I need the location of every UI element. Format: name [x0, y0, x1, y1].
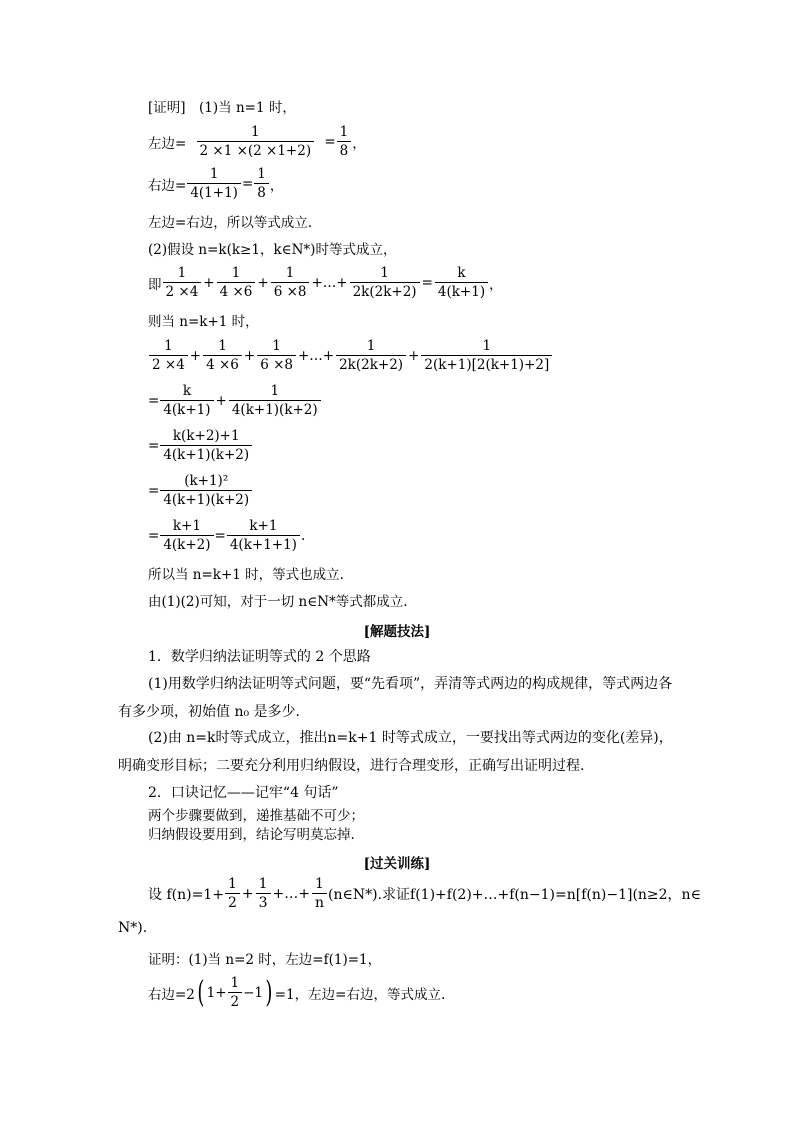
fraction: $\frac{1}{8}$: [254, 166, 269, 201]
fraction: $\frac{k+1}{4(k+2)}$: [160, 518, 213, 553]
equation-k-plus-1: $\frac{1}{2 \times 4}$ + $\frac{1}{4 \times 6}$ + $\frac{1}{6 \times 8}$ +…+ $\frac{1}{2k(2k+2)}$ + $\frac{1}{2(k+1)[2(k+1)+2]}$: [148, 338, 553, 373]
proof-step1: [证明] (1)当 n=1 时，: [148, 100, 296, 116]
fraction: $\frac{1}{3}$: [256, 876, 271, 911]
fraction: $\frac{k}{4(k+1)}$: [160, 383, 213, 418]
equation-hypothesis: 即 $\frac{1}{2 \times 4}$ + $\frac{1}{4 \times 6}$ + $\frac{1}{6 \times 8}$ +…+ $\frac{1}{2k(2k+2)}$ = $\frac{k}{4(k+1)}$ ，: [148, 265, 503, 300]
fraction: $\frac{k}{4(k+1)}$: [435, 265, 488, 300]
equation-step-4: = $\frac{k+1}{4(k+2)}$ = $\frac{k+1}{4(k+1+1)}$ .: [148, 518, 306, 553]
fraction: $\frac{1}{2k(2k+2)}$: [336, 338, 406, 373]
rhyme-line-1: 两个步骤要做到，递推基础不可少；: [148, 808, 364, 824]
proof-final: 由(1)(2)可知，对于一切 n∈N*等式都成立.: [148, 594, 408, 610]
fraction: $\frac{1}{2}$: [228, 975, 243, 1010]
equation-right-side: 右边= $\frac{1}{4(1+1)}$ = $\frac{1}{8}$ ，: [148, 166, 284, 201]
exercise-proof-1: 证明：(1)当 n=2 时，左边=f(1)=1，: [148, 952, 382, 968]
section-heading-tips: [解题技法]: [363, 624, 431, 640]
fraction: $\frac{1}{6 \times 8}$: [257, 338, 296, 373]
equation-left-side: 左边= $\frac{1}{2 \times 1 \times(2 \times 1+2)}$ = $\frac{1}{8}$ ，: [148, 124, 366, 159]
fraction: $\frac{\text{(k+1)²}}{4(k+1)(k+2)}$: [160, 473, 252, 508]
fraction: $\frac{1}{6 \times 8}$: [271, 265, 310, 300]
proof-conclusion-1: 左边=右边，所以等式成立.: [148, 215, 313, 231]
fraction: $\frac{k+1}{4(k+1+1)}$: [227, 518, 300, 553]
exercise-question-wrap: N*).: [118, 920, 148, 936]
fraction: $\frac{k(k+2)+1}{4(k+1)(k+2)}$: [160, 428, 252, 463]
fraction: $\frac{1}{2k(2k+2)}$: [350, 265, 420, 300]
tip-title-1: 1．数学归纳法证明等式的 2 个思路: [148, 649, 371, 665]
left-paren: (: [197, 974, 205, 1010]
fraction: $\frac{1}{2}$: [225, 876, 240, 911]
fraction: $\frac{1}{8}$: [337, 124, 352, 159]
equation-step-3: = $\frac{\text{(k+1)²}}{4(k+1)(k+2)}$: [148, 473, 253, 508]
equation-step-1: = $\frac{k}{4(k+1)}$ + $\frac{1}{4(k+1)(k+2)}$: [148, 383, 322, 418]
fraction: $\frac{1}{4(k+1)(k+2)}$: [229, 383, 321, 418]
fraction: $\frac{1}{4 \times 6}$: [217, 265, 256, 300]
tip-paragraph-1: (1)用数学归纳法证明等式问题，要“先看项”，弄清等式两边的构成规律，等式两边各有多少项，初始值 n₀ 是多少.: [118, 676, 673, 720]
fraction: $\frac{1}{2 \times 4}$: [149, 338, 188, 373]
proof-hypothesis: (2)假设 n=k(k≥1，k∈N*)时等式成立，: [148, 242, 397, 258]
exercise-proof-2: 右边=2 ( 1+ $\frac{1}{2}$ −1 ) =1，左边=右边，等式成立.: [148, 974, 446, 1010]
fraction: $\frac{1}{4 \times 6}$: [203, 338, 242, 373]
rhyme-line-2: 归纳假设要用到，结论写明莫忘掉.: [148, 827, 355, 843]
proof-next-step: 则当 n=k+1 时，: [148, 314, 259, 330]
proof-conclusion-2: 所以当 n=k+1 时，等式也成立.: [148, 567, 344, 583]
fraction: $\frac{1}{2 \times 4}$: [163, 265, 202, 300]
section-heading-training: [过关训练]: [363, 856, 431, 872]
right-paren: ): [265, 974, 273, 1010]
fraction: $\frac{1}{n}$: [312, 876, 327, 911]
fraction: $\frac{1}{4(1+1)}$: [187, 166, 241, 201]
tip-paragraph-2: (2)由 n=k时等式成立，推出n=k+1 时等式成立，一要找出等式两边的变化(差异)，明确变形目标；二要充分利用归纳假设，进行合理变形，正确写出证明过程.: [118, 730, 673, 774]
exercise-question: 设 f(n)=1+ $\frac{1}{2}$ + $\frac{1}{3}$ +…+ $\frac{1}{n}$ (n∈N*).求证f(1)+f(2)+…+f(n−1)=n[f(n)−1](n≥2，n∈: [148, 876, 701, 911]
tip-title-2: 2．口诀记忆——记牢“4 句话”: [148, 785, 339, 801]
equation-step-2: = $\frac{k(k+2)+1}{4(k+1)(k+2)}$: [148, 428, 253, 463]
fraction: $\frac{1}{2 \times 1 \times(2 \times 1+2)}$: [187, 124, 323, 159]
fraction: $\frac{1}{2(k+1)[2(k+1)+2]}$: [421, 338, 552, 373]
